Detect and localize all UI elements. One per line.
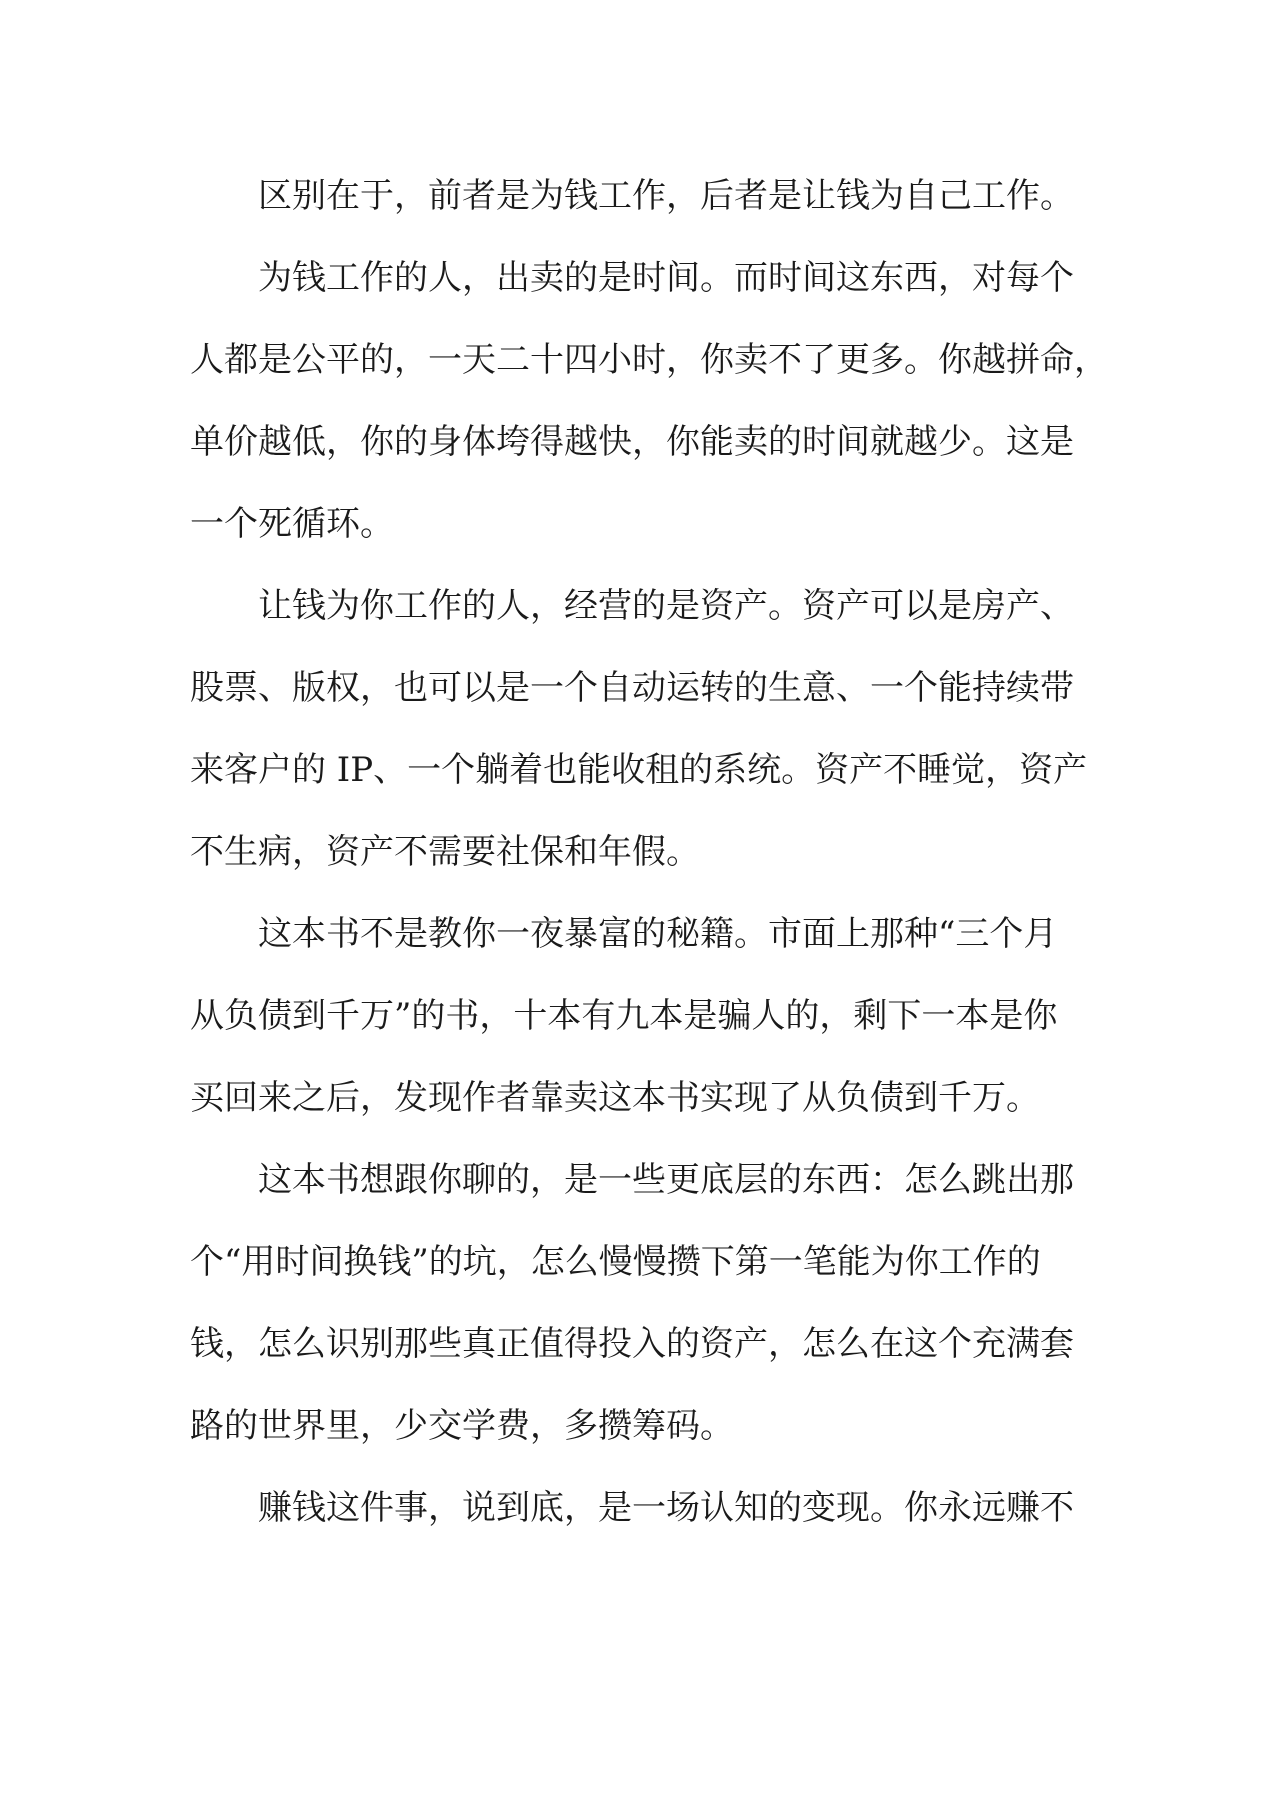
paragraph-2-line-4: 一个死循环。: [190, 504, 394, 544]
paragraph-6-line-1: 赚钱这件事，说到底，是一场认知的变现。你永远赚不: [258, 1488, 1074, 1528]
paragraph-5-line-4: 路的世界里，少交学费，多攒筹码。: [190, 1406, 734, 1446]
paragraph-2-line-3: 单价越低，你的身体垮得越快，你能卖的时间就越少。这是: [190, 422, 1074, 462]
paragraph-5-line-2: 个“用时间换钱”的坑，怎么慢慢攒下第一笔能为你工作的: [190, 1242, 1041, 1282]
paragraph-3-line-1: 让钱为你工作的人，经营的是资产。资产可以是房产、: [258, 586, 1074, 626]
paragraph-1-line-1: 区别在于，前者是为钱工作，后者是让钱为自己工作。: [258, 176, 1074, 216]
paragraph-4-line-2: 从负债到千万”的书，十本有九本是骗人的，剩下一本是你: [190, 996, 1058, 1036]
paragraph-5-line-3: 钱，怎么识别那些真正值得投入的资产，怎么在这个充满套: [190, 1324, 1074, 1364]
paragraph-4-line-1: 这本书不是教你一夜暴富的秘籍。市面上那种“三个月: [258, 914, 1058, 954]
paragraph-3-line-2: 股票、版权，也可以是一个自动运转的生意、一个能持续带: [190, 668, 1074, 708]
paragraph-3-line-4: 不生病，资产不需要社保和年假。: [190, 832, 700, 872]
paragraph-2-line-1: 为钱工作的人，出卖的是时间。而时间这东西，对每个: [258, 258, 1074, 298]
paragraph-2-line-2: 人都是公平的，一天二十四小时，你卖不了更多。你越拼命，: [190, 340, 1108, 380]
paragraph-3-line-3: 来客户的 IP、一个躺着也能收租的系统。资产不睡觉，资产: [190, 750, 1088, 790]
paragraph-5-line-1: 这本书想跟你聊的，是一些更底层的东西：怎么跳出那: [258, 1160, 1074, 1200]
paragraph-4-line-3: 买回来之后，发现作者靠卖这本书实现了从负债到千万。: [190, 1078, 1040, 1118]
